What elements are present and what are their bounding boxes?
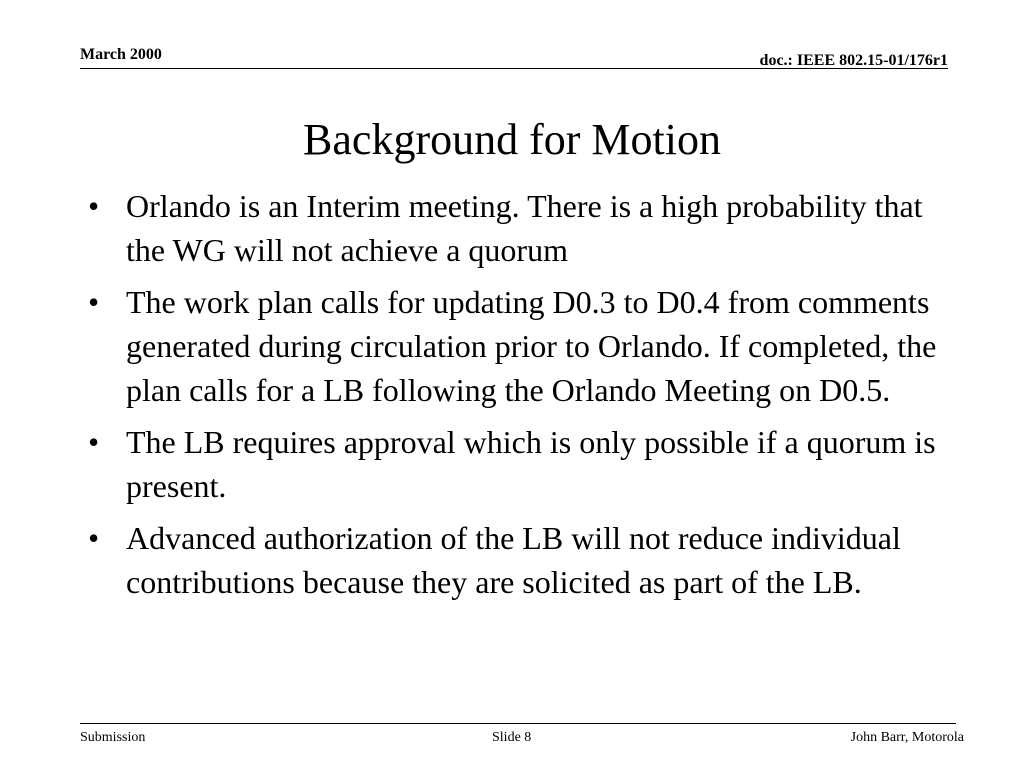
footer-divider bbox=[80, 723, 956, 724]
bullet-list bbox=[84, 184, 954, 612]
header-divider bbox=[80, 68, 948, 69]
slide-title: Background for Motion bbox=[303, 115, 721, 164]
bullet-text: The LB requires approval which is only possible if a quorum is present. bbox=[126, 424, 936, 504]
bullet-text: Orlando is an Interim meeting. There is a high probability that the WG will not achieve a quorum bbox=[126, 188, 923, 268]
footer-submission: Submission bbox=[80, 730, 146, 745]
bullet-item bbox=[84, 516, 954, 604]
bullet-item bbox=[84, 420, 954, 508]
bullet-marker: • bbox=[88, 424, 100, 460]
footer-author: John Barr, Motorola bbox=[850, 730, 964, 745]
bullet-text: Advanced authorization of the LB will not reduce individual contributions because they are solicited as part of the LB. bbox=[126, 520, 901, 600]
bullet-item bbox=[84, 184, 954, 272]
header-date: March 2000 bbox=[80, 46, 162, 63]
bullet-text: The work plan calls for updating D0.3 to D0.4 from comments generated during circulation prior to Orlando. If completed, the plan calls for a LB following the Orlando Meeting on D0.5. bbox=[126, 284, 937, 408]
bullet-marker: • bbox=[88, 520, 100, 556]
bullet-marker: • bbox=[88, 284, 100, 320]
header-doc-id: doc.: IEEE 802.15-01/176r1 bbox=[759, 52, 948, 69]
bullet-marker: • bbox=[88, 188, 100, 224]
footer-slide-number: Slide 8 bbox=[492, 730, 532, 745]
bullet-item bbox=[84, 280, 954, 412]
